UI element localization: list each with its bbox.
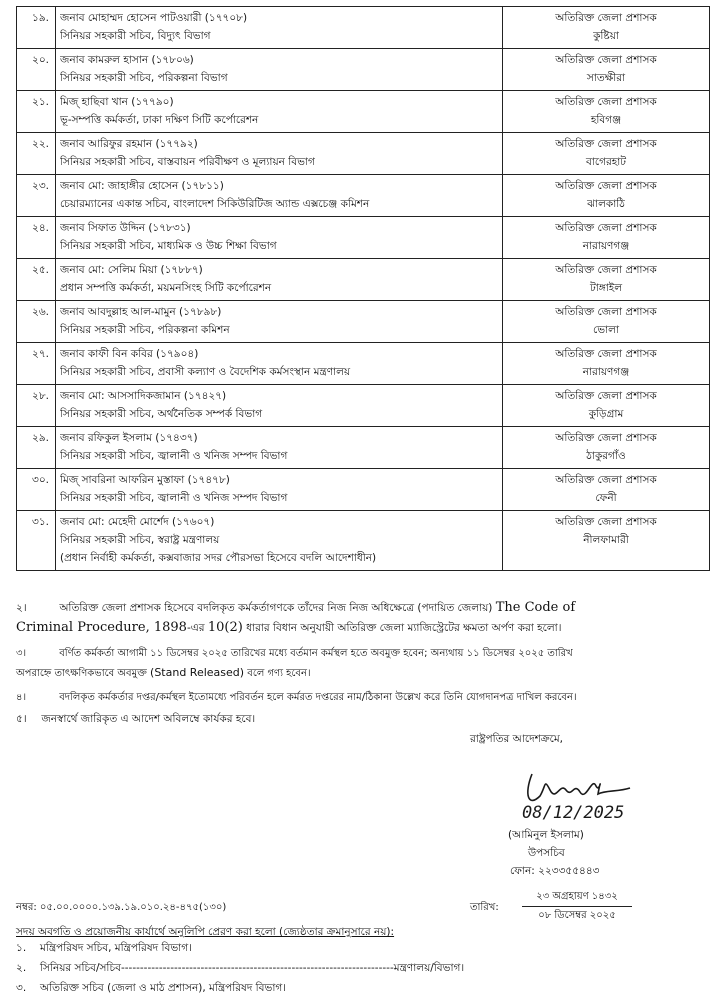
distribution-text: সিনিয়র সচিব/সচিব------------------------------------------------------------------------মন্ত্রণালয়/বিভাগ।: [40, 962, 465, 974]
officer-name: জনাব কাফী বিন কবির (১৭৯০৪): [60, 348, 199, 360]
para-text: বদলিকৃত কর্মকর্তার দপ্তর/কর্মস্থল ইতোমধ্যে পরিবর্তন হলে কর্মরত দপ্তরের নাম/ঠিকানা উল্লেখ করে তিনি যোগদানপত্র দাখিল করবেন।: [59, 692, 577, 703]
posting-title: অতিরিক্ত জেলা প্রশাসক: [555, 390, 657, 402]
posting-district: ভোলা: [593, 324, 619, 336]
posting-district: কুষ্টিয়া: [593, 30, 619, 42]
posting-cell: [503, 259, 710, 301]
signatory-block: [508, 826, 600, 880]
table-row: [17, 301, 710, 343]
table-row: [17, 175, 710, 217]
officer-designation: সিনিয়র সহকারী সচিব, পরিকল্পনা কমিশন: [60, 324, 230, 336]
posting-title: অতিরিক্ত জেলা প্রশাসক: [555, 474, 657, 486]
serial-number: ৩০.: [17, 469, 56, 511]
memo-number: নম্বর: ০৫.০০.০০০০.১৩৯.১৯.০১০.২৪-৪৭৫(১৩০): [16, 902, 227, 913]
officer-note: (প্রধান নির্বাহী কর্মকর্তা, কক্সবাজার সদর পৌরসভা হিসেবে বদলি আদেশাধীন): [60, 552, 377, 564]
para-text: জনস্বার্থে জারিকৃত এ আদেশ অবিলম্বে কার্যকর হবে।: [41, 713, 256, 725]
posting-cell: [503, 217, 710, 259]
signature-date: 08/12/2025: [522, 803, 625, 823]
posting-title: অতিরিক্ত জেলা প্রশাসক: [555, 516, 657, 528]
distribution-item: [16, 981, 286, 998]
posting-cell: [503, 91, 710, 133]
distribution-item: [16, 961, 464, 978]
table-row: [17, 133, 710, 175]
table-row: [17, 469, 710, 511]
posting-district: বাগেরহাট: [585, 156, 627, 168]
para-latin-text: Criminal Procedure, 1898: [16, 620, 187, 635]
para-text: বলে গণ্য হবেন।: [247, 668, 311, 679]
paragraph-5: [16, 710, 706, 729]
officer-designation: সিনিয়র সহকারী সচিব, স্বরাষ্ট্র মন্ত্রণালয়: [60, 534, 220, 546]
transfer-table: [16, 6, 710, 571]
officer-name: জনাব কামরুল হাসান (১৭৮০৬): [60, 54, 194, 66]
paragraph-3: [16, 644, 706, 683]
para-text: ধারার বিধান অনুযায়ী অতিরিক্ত জেলা ম্যাজিস্ট্রেটের ক্ষমতা অর্পণ করা হলো।: [246, 622, 562, 634]
distribution-number: ১.: [16, 942, 27, 954]
posting-cell: [503, 343, 710, 385]
officer-cell: [56, 511, 503, 571]
posting-cell: [503, 133, 710, 175]
officer-cell: [56, 427, 503, 469]
officer-designation: ভূ-সম্পত্তি কর্মকর্তা, ঢাকা দক্ষিণ সিটি কর্পোরেশন: [60, 114, 259, 126]
table-row: [17, 343, 710, 385]
officer-designation: সিনিয়র সহকারী সচিব, বাস্তবায়ন পরিবীক্ষণ ও মূল্যায়ন বিভাগ: [60, 156, 315, 168]
para-latin-text: 10(2): [207, 620, 243, 635]
officer-name: জনাব আবদুল্লাহ আল-মামুন (১৭৮৯৮): [60, 306, 222, 318]
para-number: ২।: [16, 602, 27, 614]
officer-name: মিজ্ সাবরিনা আফরিন মুস্তাফা (১৭৪৭৮): [60, 474, 230, 486]
officer-designation: সিনিয়র সহকারী সচিব, প্রবাসী কল্যাণ ও বৈদেশিক কর্মসংস্থান মন্ত্রণালয়: [60, 366, 351, 378]
posting-title: অতিরিক্ত জেলা প্রশাসক: [555, 348, 657, 360]
posting-title: অতিরিক্ত জেলা প্রশাসক: [555, 138, 657, 150]
posting-district: টাঙ্গাইল: [589, 282, 623, 294]
officer-name: জনাব মো: মেহেদী মোর্শেদ (১৭৬০৭): [60, 516, 215, 528]
distribution-number: ৩.: [16, 982, 27, 994]
paragraph-4: [16, 688, 706, 707]
officer-name: জনাব মো: আসসাদিকজামান (১৭৪২৭): [60, 390, 227, 402]
serial-number: ২১.: [17, 91, 56, 133]
serial-number: ২৭.: [17, 343, 56, 385]
table-row: [17, 7, 710, 49]
distribution-text: অতিরিক্ত সচিব (জেলা ও মাঠ প্রশাসন), মন্ত্রিপরিষদ বিভাগ।: [40, 982, 287, 994]
serial-number: ২৮.: [17, 385, 56, 427]
officer-cell: [56, 301, 503, 343]
officer-cell: [56, 469, 503, 511]
officer-name: জনাব মোহাম্মদ হোসেন পাটওয়ারী (১৭৭০৮): [60, 12, 248, 24]
signatory-name: (আমিনুল ইসলাম): [508, 829, 584, 841]
table-row: [17, 259, 710, 301]
posting-title: অতিরিক্ত জেলা প্রশাসক: [555, 432, 657, 444]
signature: [510, 764, 660, 824]
posting-district: ঠাকুরগাঁও: [586, 450, 626, 462]
officer-name: জনাব আরিফুর রহমান (১৭৭৯২): [60, 138, 198, 150]
posting-title: অতিরিক্ত জেলা প্রশাসক: [555, 54, 657, 66]
distribution-heading: সদয় অবগতি ও প্রয়োজনীয় কার্যার্থে অনুলিপি প্রেরণ করা হলো (জ্যেষ্ঠতার ক্রমানুসারে নয়):: [16, 926, 395, 938]
para-latin-text: The Code of: [495, 600, 576, 615]
para-number: ৪।: [16, 692, 27, 703]
officer-name: জনাব সিফাত উদ্দিন (১৭৮৩১): [60, 222, 191, 234]
officer-designation: সিনিয়র সহকারী সচিব, মাধ্যমিক ও উচ্চ শিক্ষা বিভাগ: [60, 240, 277, 252]
serial-number: ২২.: [17, 133, 56, 175]
posting-title: অতিরিক্ত জেলা প্রশাসক: [555, 306, 657, 318]
serial-number: ২৪.: [17, 217, 56, 259]
signatory-phone: ফোন: ২২৩৩৫৫৪৪৩: [510, 865, 600, 877]
officer-designation: প্রধান সম্পত্তি কর্মকর্তা, ময়মনসিংহ সিটি কর্পোরেশন: [60, 282, 272, 294]
para-latin-text: (Stand Released): [150, 666, 245, 679]
para-text: -এর: [186, 622, 205, 634]
para-text: অতিরিক্ত জেলা প্রশাসক হিসেবে বদলিকৃত কর্মকর্তাগণকে তাঁদের নিজ নিজ অধিক্ষেত্রে (পদায়িত জেলায়): [59, 602, 493, 614]
para-text: বর্ণিত কর্মকর্তা আগামী ১১ ডিসেম্বর ২০২৫ তারিখের মধ্যে বর্তমান কর্মস্থল হতে অবমুক্ত হবেন; অন্যথায় ১১ ডিসেম্বর ২০২৫ তারিখ: [59, 648, 573, 659]
para-number: ৩।: [16, 648, 27, 659]
officer-cell: [56, 133, 503, 175]
posting-district: নারায়ণগঞ্জ: [582, 366, 630, 378]
posting-cell: [503, 385, 710, 427]
officer-designation: সিনিয়র সহকারী সচিব, অর্থনৈতিক সম্পর্ক বিভাগ: [60, 408, 263, 420]
posting-district: হবিগঞ্জ: [590, 114, 622, 126]
serial-number: ৩১.: [17, 511, 56, 571]
date-label: তারিখ:: [470, 902, 499, 913]
posting-cell: [503, 469, 710, 511]
posting-district: কুড়িগ্রাম: [588, 408, 624, 420]
table-row: [17, 385, 710, 427]
table-row: [17, 91, 710, 133]
distribution-text: মন্ত্রিপরিষদ সচিব, মন্ত্রিপরিষদ বিভাগ।: [40, 942, 192, 954]
posting-cell: [503, 511, 710, 571]
officer-designation: চেয়ারম্যানের একান্ত সচিব, বাংলাদেশ সিকিউরিটিজ অ্যান্ড এক্সচেঞ্জ কমিশন: [60, 198, 370, 210]
posting-cell: [503, 175, 710, 217]
officer-cell: [56, 343, 503, 385]
officer-cell: [56, 91, 503, 133]
officer-name: মিজ্ হাছিবা খান (১৭৭৯০): [60, 96, 174, 108]
posting-cell: [503, 7, 710, 49]
serial-number: ২৩.: [17, 175, 56, 217]
posting-district: নারায়ণগঞ্জ: [582, 240, 630, 252]
posting-cell: [503, 427, 710, 469]
table-row: [17, 217, 710, 259]
officer-designation: সিনিয়র সহকারী সচিব, বিদ্যুৎ বিভাগ: [60, 30, 211, 42]
officer-cell: [56, 175, 503, 217]
posting-district: সাতক্ষীরা: [586, 72, 626, 84]
posting-title: অতিরিক্ত জেলা প্রশাসক: [555, 96, 657, 108]
distribution-item: [16, 941, 192, 958]
posting-cell: [503, 49, 710, 91]
serial-number: ২৯.: [17, 427, 56, 469]
serial-number: ২৫.: [17, 259, 56, 301]
distribution-number: ২.: [16, 962, 27, 974]
signatory-title: উপসচিব: [528, 847, 565, 859]
officer-designation: সিনিয়র সহকারী সচিব, জ্বালানী ও খনিজ সম্পদ বিভাগ: [60, 492, 288, 504]
date-english: ০৮ ডিসেম্বর ২০২৫: [538, 910, 616, 921]
posting-district: ফেনী: [595, 492, 617, 504]
officer-cell: [56, 217, 503, 259]
officer-designation: সিনিয়র সহকারী সচিব, পরিকল্পনা বিভাগ: [60, 72, 228, 84]
table-row: [17, 511, 710, 571]
officer-cell: [56, 385, 503, 427]
serial-number: ১৯.: [17, 7, 56, 49]
posting-district: নীলফামারী: [583, 534, 629, 546]
para-text: অপরাহ্নে তাৎক্ষণিকভাবে অবমুক্ত: [16, 668, 147, 679]
officer-cell: [56, 49, 503, 91]
officer-name: জনাব মো: সেলিম মিয়া (১৭৮৮৭): [60, 264, 203, 276]
serial-number: ২০.: [17, 49, 56, 91]
posting-cell: [503, 301, 710, 343]
date-bangla: ২৩ অগ্রহায়ণ ১৪৩২: [522, 888, 632, 907]
table-row: [17, 49, 710, 91]
officer-cell: [56, 259, 503, 301]
para-number: ৫।: [16, 713, 27, 725]
officer-name: জনাব রফিকুল ইসলাম (১৭৪৩৭): [60, 432, 198, 444]
posting-district: ঝালকাঠি: [587, 198, 625, 210]
officer-designation: সিনিয়র সহকারী সচিব, জ্বালানী ও খনিজ সম্পদ বিভাগ: [60, 450, 288, 462]
order-line: রাষ্ট্রপতির আদেশক্রমে,: [470, 733, 563, 745]
serial-number: ২৬.: [17, 301, 56, 343]
posting-title: অতিরিক্ত জেলা প্রশাসক: [555, 222, 657, 234]
officer-name: জনাব মো: জাহাঙ্গীর হোসেন (১৭৮১১): [60, 180, 224, 192]
posting-title: অতিরিক্ত জেলা প্রশাসক: [555, 180, 657, 192]
officer-cell: [56, 7, 503, 49]
posting-title: অতিরিক্ত জেলা প্রশাসক: [555, 264, 657, 276]
table-row: [17, 427, 710, 469]
paragraph-2: [16, 598, 706, 638]
posting-title: অতিরিক্ত জেলা প্রশাসক: [555, 12, 657, 24]
